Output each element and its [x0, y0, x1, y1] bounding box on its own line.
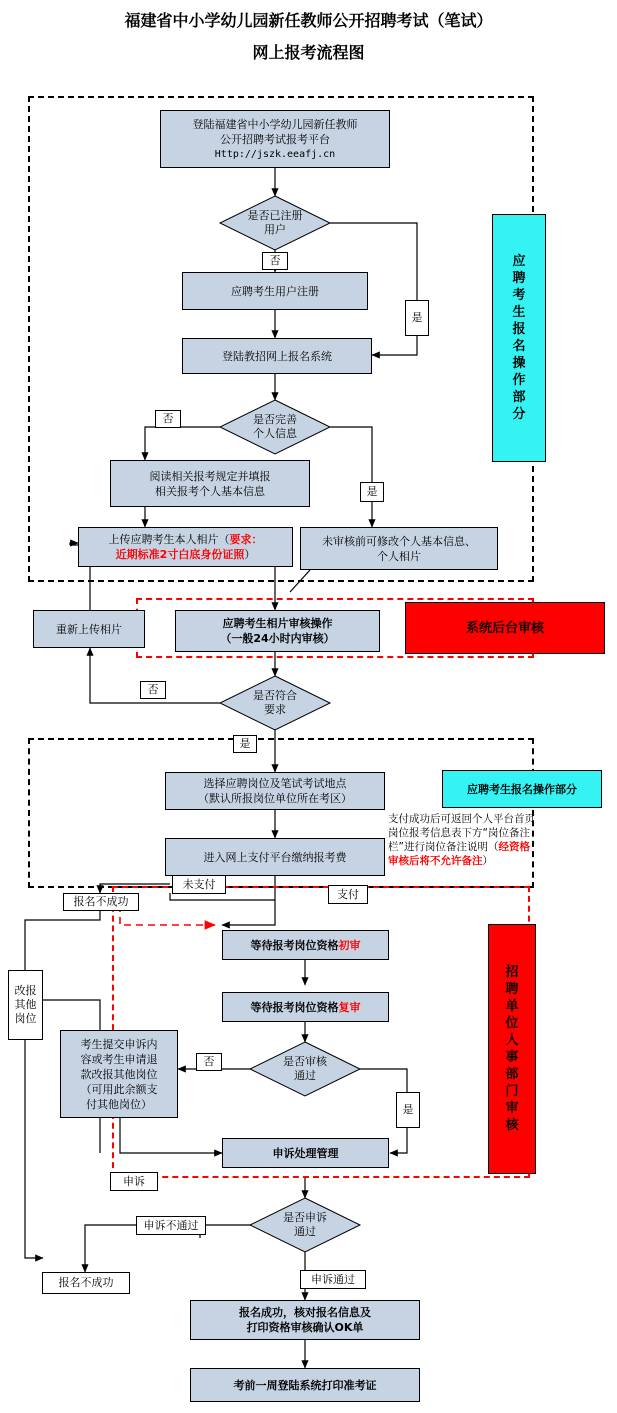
edge-label-appeal [110, 1172, 158, 1191]
node-signup-fail-1-label: 报名不成功 [73, 895, 129, 908]
decision-appeal-pass-line2: 通过 [294, 1225, 316, 1238]
panel-hr-audit-c5: 事 [505, 1050, 519, 1065]
node-wait-second-audit-label [251, 1000, 361, 1015]
node-wait-first-audit-label [251, 938, 361, 953]
node-wait-second-pre: 等待报考岗位资格 [250, 1000, 339, 1014]
node-pay-fee-label: 进入网上支付平台缴纳报考费 [203, 850, 347, 864]
node-change-post-line3: 岗位 [14, 1012, 37, 1025]
node-upload-photo-pre: 上传应聘考生本人相片（ [108, 533, 230, 546]
decision-appeal-pass[interactable] [250, 1198, 360, 1252]
node-login-platform-line1: 登陆福建省中小学幼儿园新任教师 [192, 117, 358, 131]
node-signup-fail-2 [42, 1272, 130, 1294]
edge-label-no-meet [140, 681, 166, 699]
edge-label-yes-info [360, 482, 384, 502]
node-reupload-photo[interactable] [33, 610, 145, 648]
edge-label-paid-text: 支付 [337, 887, 359, 901]
node-login-platform[interactable] [160, 110, 390, 168]
panel-candidate-vertical-c1: 聘 [512, 271, 526, 286]
decision-registered-user-line1: 是否已注册 [247, 209, 303, 222]
edge-label-unpaid-text: 未支付 [182, 877, 216, 891]
panel-hr-audit-c0: 招 [505, 965, 519, 980]
edge-label-no-audit [196, 1053, 222, 1071]
note-payment-remark-em2: 审核后将不允许备注 [388, 855, 483, 867]
decision-meet-requirement[interactable] [220, 676, 330, 730]
node-change-post[interactable] [8, 970, 43, 1040]
note-payment-remark-em1: 经资格 [498, 841, 530, 853]
page-title-line1: 福建省中小学幼儿园新任教师公开招聘考试（笔试） [124, 11, 493, 30]
node-read-rules-line1: 阅读相关报考规定并填报 [149, 469, 271, 483]
node-wait-second-audit[interactable] [222, 992, 389, 1022]
node-login-platform-line2: 公开招聘考试报考平台 [220, 132, 330, 146]
node-signup-fail-2-label: 报名不成功 [58, 1276, 114, 1289]
edge-label-no-meet-text: 否 [147, 683, 159, 696]
panel-hr-audit-c2: 单 [505, 999, 519, 1014]
panel-hr-audit-c3: 位 [505, 1016, 519, 1031]
node-read-rules[interactable] [110, 460, 310, 507]
node-change-post-line1: 改报 [14, 984, 37, 997]
note-payment-remark-l3a: 栏”进行岗位备注说明（ [388, 841, 499, 853]
decision-registered-user[interactable] [220, 196, 330, 250]
edge-label-appeal-fail-text: 申诉不通过 [143, 1218, 199, 1232]
node-appeal-manage[interactable] [222, 1138, 389, 1168]
node-photo-audit[interactable] [175, 610, 380, 652]
edge-label-yes-info-text: 是 [366, 485, 378, 498]
edge-label-no-audit-text: 否 [203, 1055, 215, 1068]
node-change-post-line2: 其他 [14, 998, 37, 1011]
node-upload-photo-post: ） [244, 548, 256, 561]
panel-system-backend-audit [405, 602, 605, 654]
node-appeal-request-line4: （可用此余额支 [80, 1082, 158, 1096]
node-select-post[interactable] [165, 772, 385, 810]
note-payment-remark-line4 [388, 854, 613, 868]
panel-candidate-vertical-c0: 应 [512, 254, 526, 269]
node-modify-info-line1: 未审核前可修改个人基本信息、 [322, 534, 476, 548]
node-read-rules-line2: 相关报考个人基本信息 [155, 484, 265, 498]
node-modify-info[interactable] [300, 527, 498, 570]
node-login-system[interactable] [182, 338, 372, 374]
decision-appeal-pass-line1: 是否申诉 [283, 1211, 327, 1224]
edge-label-appeal-fail [136, 1216, 206, 1235]
node-print-admission-ticket[interactable] [190, 1368, 420, 1402]
node-appeal-request-line5: 付其他岗位） [86, 1097, 152, 1111]
node-wait-first-em: 初审 [338, 938, 361, 952]
edge-label-no-registered [262, 252, 288, 270]
panel-hr-audit-c6: 部 [505, 1067, 519, 1082]
panel-system-backend-audit-label: 系统后台审核 [465, 620, 544, 636]
edge-label-no-registered-text: 否 [269, 254, 281, 267]
node-upload-photo-em1: 要求： [229, 533, 263, 546]
node-appeal-manage-label: 申诉处理管理 [272, 1146, 339, 1160]
edge-label-yes-meet [233, 735, 257, 753]
edge-label-no-info [155, 410, 181, 428]
node-appeal-request[interactable] [60, 1030, 178, 1118]
panel-candidate-vertical-c7: 作 [512, 373, 526, 388]
node-wait-first-pre: 等待报考岗位资格 [250, 938, 339, 952]
node-signup-success-line2: 打印资格审核确认OK单 [246, 1321, 364, 1334]
edge-label-yes-registered-text: 是 [411, 311, 423, 324]
node-reupload-photo-label: 重新上传相片 [56, 622, 122, 636]
page-title-line2: 网上报考流程图 [252, 43, 365, 62]
node-appeal-request-line1: 考生提交申诉内 [80, 1037, 158, 1051]
node-pay-fee[interactable] [165, 838, 385, 876]
note-payment-remark-line2: 岗位报考信息表下方“岗位备注 [388, 827, 530, 839]
node-appeal-request-line3: 款改报其他岗位 [80, 1067, 158, 1081]
panel-hr-audit [488, 924, 536, 1174]
node-print-admission-ticket-label: 考前一周登陆系统打印准考证 [233, 1378, 377, 1392]
decision-registered-user-line2: 用户 [264, 223, 286, 236]
panel-candidate-vertical-c8: 部 [512, 390, 526, 405]
edge-label-appeal-pass-text: 申诉通过 [311, 1272, 355, 1286]
panel-candidate-vertical-c6: 操 [512, 356, 526, 371]
node-upload-photo-line2 [116, 547, 256, 562]
node-upload-photo-line1 [109, 532, 263, 547]
node-upload-photo[interactable] [78, 527, 293, 567]
panel-candidate-operation-vertical [492, 214, 546, 462]
node-photo-audit-line1: 应聘考生相片审核操作 [222, 617, 333, 630]
panel-hr-audit-c9: 核 [505, 1118, 519, 1133]
edge-label-unpaid [172, 875, 226, 894]
panel-hr-audit-c4: 人 [505, 1033, 519, 1048]
edge-label-yes-meet-text: 是 [239, 737, 251, 750]
decision-audit-pass-line2: 通过 [294, 1069, 316, 1082]
node-signup-fail-1 [63, 893, 139, 911]
decision-meet-requirement-line1: 是否符合 [253, 689, 297, 702]
node-signup-success-line1: 报名成功，核对报名信息及 [239, 1306, 371, 1319]
edge-label-appeal-text: 申诉 [123, 1174, 145, 1188]
note-payment-remark [388, 812, 613, 868]
panel-hr-audit-c8: 审 [505, 1101, 519, 1116]
edge-label-paid [328, 885, 368, 904]
edge-label-yes-audit [396, 1092, 420, 1128]
panel-candidate-vertical-c4: 报 [512, 322, 526, 337]
edge-label-yes-registered [405, 300, 429, 336]
node-signup-success[interactable] [190, 1300, 420, 1340]
node-login-platform-url: Http://jszk.eeafj.cn [214, 148, 336, 160]
panel-candidate-vertical-c3: 生 [512, 305, 526, 320]
decision-audit-pass-line1: 是否审核 [283, 1055, 327, 1068]
note-payment-remark-line3 [388, 840, 613, 854]
decision-info-complete[interactable] [220, 400, 330, 454]
node-wait-second-em: 复审 [338, 1000, 361, 1014]
panel-candidate-vertical-c5: 名 [512, 339, 526, 354]
node-upload-photo-em2: 近期标准2寸白底身份证照 [115, 548, 245, 561]
edge-label-yes-audit-text: 是 [402, 1103, 414, 1116]
node-photo-audit-line2: （一般24小时内审核） [220, 632, 335, 645]
node-wait-first-audit[interactable] [222, 930, 389, 960]
panel-hr-audit-c1: 聘 [505, 982, 519, 997]
panel-candidate-horizontal-label: 应聘考生报名操作部分 [467, 782, 577, 796]
node-appeal-request-line2: 容或考生申请退 [80, 1052, 158, 1066]
note-payment-remark-line1: 支付成功后可返回个人平台首页 [388, 813, 535, 825]
decision-info-complete-line1: 是否完善 [253, 413, 297, 426]
node-select-post-line1: 选择应聘岗位及笔试考试地点 [203, 777, 347, 790]
panel-candidate-operation-horizontal [442, 770, 602, 808]
node-login-system-label: 登陆教招网上报名系统 [222, 349, 332, 363]
node-modify-info-line2: 个人相片 [377, 549, 421, 563]
decision-audit-pass[interactable] [250, 1042, 360, 1096]
node-register-user-label: 应聘考生用户注册 [231, 284, 319, 298]
panel-candidate-vertical-c9: 分 [512, 407, 526, 422]
decision-info-complete-line2: 个人信息 [253, 427, 297, 440]
edge-label-no-info-text: 否 [162, 412, 174, 425]
note-payment-remark-l4: ） [482, 855, 493, 867]
panel-hr-audit-c7: 门 [505, 1084, 519, 1099]
panel-candidate-vertical-c2: 考 [512, 288, 526, 303]
node-register-user[interactable] [182, 272, 368, 310]
decision-meet-requirement-line2: 要求 [264, 703, 286, 716]
edge-label-appeal-pass [300, 1270, 366, 1289]
node-select-post-line2: （默认所报岗位单位所在考区） [198, 792, 352, 805]
